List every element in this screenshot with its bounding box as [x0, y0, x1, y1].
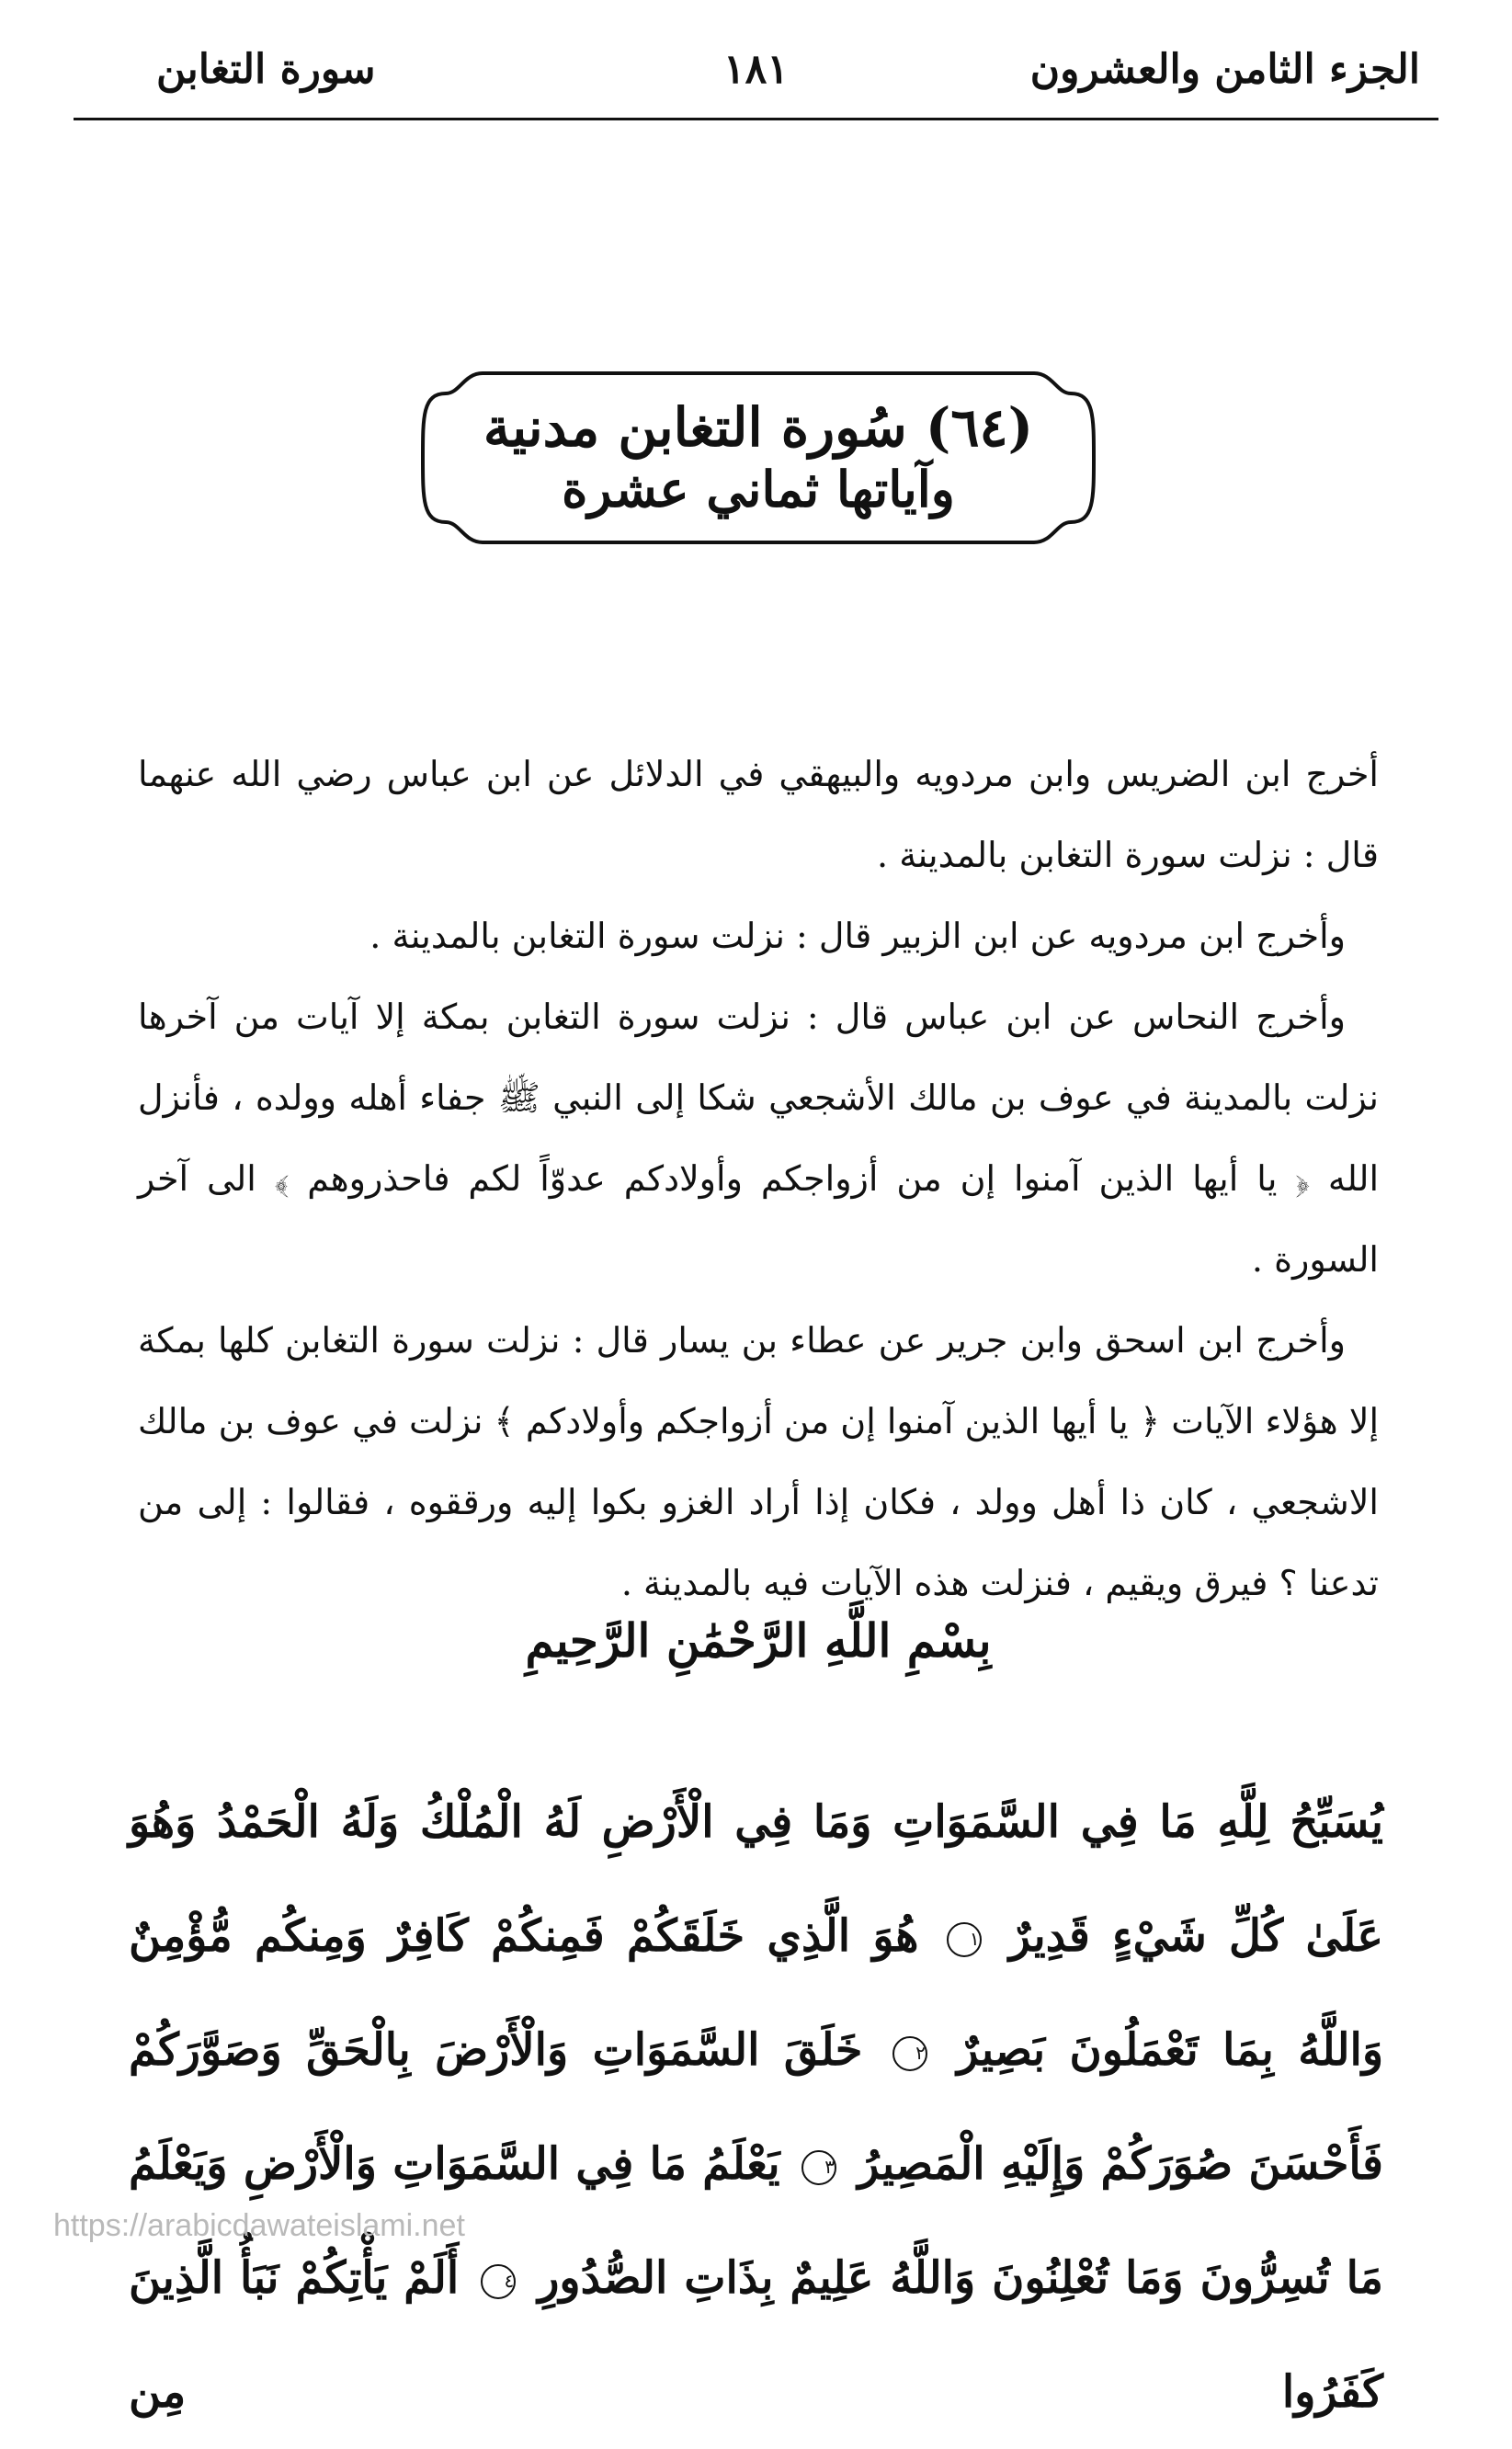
verse-number-icon: ١ [947, 1922, 982, 1957]
verse-number-icon: ٤ [481, 2264, 516, 2299]
verse-text: يَعْلَمُ مَا فِي السَّمَوَاتِ وَالْأَرْضِ وَيَعْلَمُ مَا تُسِرُّونَ وَمَا تُعْلِنُونَ وَاللَّهُ عَلِيمٌ بِذَاتِ الصُّدُورِ [129, 2138, 1384, 2304]
basmala: بِسْمِ اللَّهِ الرَّحْمَٰنِ الرَّحِيمِ [525, 1613, 992, 1668]
commentary-paragraph: وأخرج ابن اسحق وابن جرير عن عطاء بن يسار قال : نزلت سورة التغابن كلها بمكة إلا هؤلاء الآيات ﴿ يا أيها الذين آمنوا إن من أزواجكم وأولادكم ﴾ نزلت في عوف بن مالك الاشجعي ، كان ذا أهل وولد ، فكان إذا أراد الغزو بكوا إليه ورققوه ، فقالوا : إلى من تدعنا ؟ فيرق ويقيم ، فنزلت هذه الآيات فيه بالمدينة . [138, 1320, 1379, 1603]
verse-text: يُسَبِّحُ لِلَّهِ مَا فِي السَّمَوَاتِ وَمَا فِي الْأَرْضِ لَهُ الْمُلْكُ وَلَهُ الْحَمْدُ وَهُوَ عَلَىٰ كُلِّ شَيْءٍ قَدِيرٌ [129, 1796, 1383, 1962]
surah-verse-count: وآياتها ثماني عشرة [562, 460, 955, 519]
commentary-text [138, 734, 1379, 1623]
watermark-url: https://arabicdawateislami.net [53, 2208, 465, 2243]
commentary-paragraph: وأخرج النحاس عن ابن عباس قال : نزلت سورة التغابن بمكة إلا آيات من آخرها نزلت بالمدينة في عوف بن مالك الأشجعي شكا إلى النبي ﷺ جفاء أهله وولده ، فأنزل الله ﴿ يا أيها الذين آمنوا إن من أزواجكم وأولادكم عدوّاً لكم فاحذروهم ﴾ الى آخر السورة . [138, 997, 1380, 1280]
header-juz: الجزء الثامن والعشرون [1029, 46, 1420, 93]
running-header [74, 37, 1438, 110]
commentary-paragraph: أخرج ابن الضريس وابن مردويه والبيهقي في الدلائل عن ابن عباس رضي الله عنهما قال : نزلت سورة التغابن بالمدينة . [138, 754, 1379, 875]
surah-title-cartouche [418, 366, 1098, 550]
header-rule [74, 118, 1438, 120]
commentary-paragraph: وأخرج ابن مردويه عن ابن الزبير قال : نزلت سورة التغابن بالمدينة . [369, 916, 1346, 956]
quran-verses [129, 1765, 1383, 2449]
header-page-number: ١٨١ [723, 46, 789, 93]
header-surah-name: سورة التغابن [156, 46, 376, 93]
surah-title: (٦٤) سُورة التغابن مدنية [483, 395, 1034, 459]
verse-text: هُوَ الَّذِي خَلَقَكُمْ فَمِنكُمْ كَافِرٌ وَمِنكُم مُّؤْمِنٌ وَاللَّهُ بِمَا تَعْمَلُونَ بَصِيرٌ [129, 1910, 1384, 2076]
verse-text: أَلَمْ يَأْتِكُمْ نَبَأُ الَّذِينَ كَفَرُوا مِن [129, 2252, 1383, 2418]
verse-text: خَلَقَ السَّمَوَاتِ وَالْأَرْضَ بِالْحَقِّ وَصَوَّرَكُمْ فَأَحْسَنَ صُوَرَكُمْ وَإِلَيْهِ الْمَصِيرُ [129, 2024, 1383, 2190]
verse-number-icon: ٣ [801, 2150, 836, 2185]
verse-number-icon: ٢ [892, 2036, 927, 2071]
verse-line [129, 1765, 1383, 2449]
